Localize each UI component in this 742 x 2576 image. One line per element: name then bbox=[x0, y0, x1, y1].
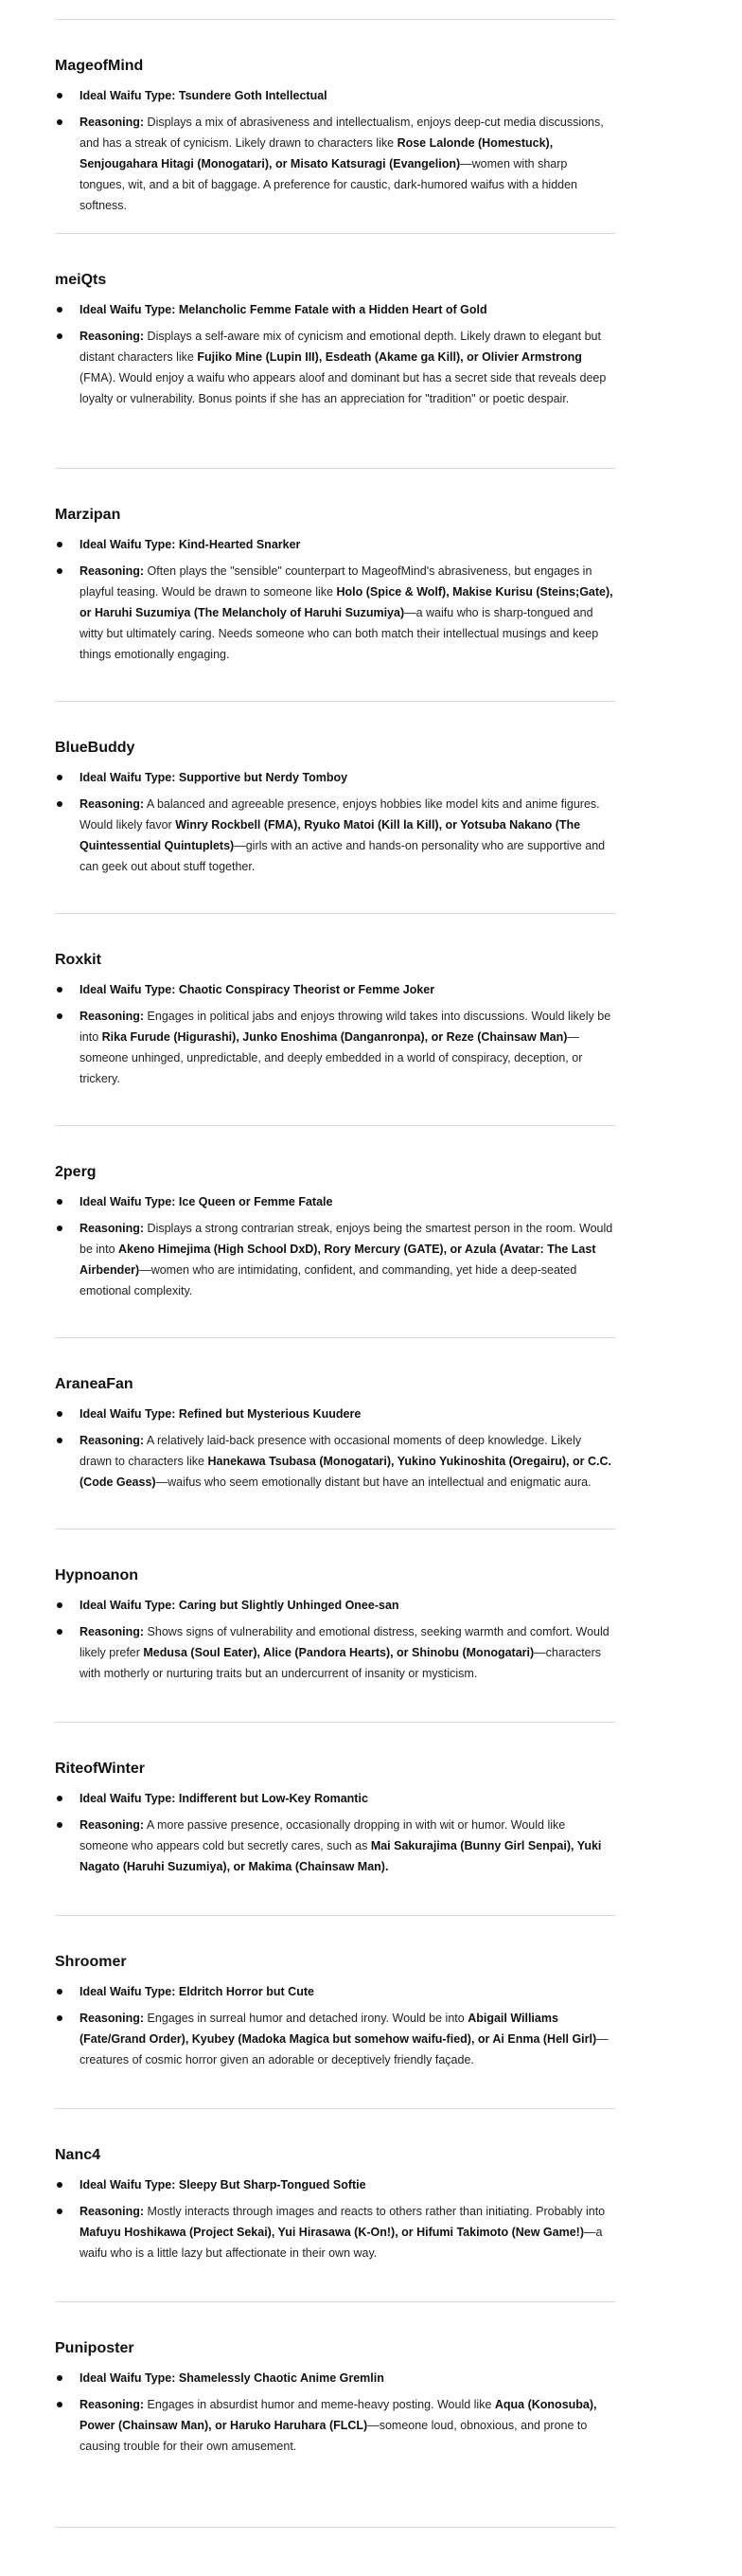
reasoning-item bbox=[80, 2201, 615, 2263]
type-label: Ideal Waifu Type: bbox=[80, 1195, 176, 1208]
type-label: Ideal Waifu Type: bbox=[80, 1792, 176, 1805]
waifu-type-item bbox=[80, 767, 615, 788]
waifu-type-item bbox=[80, 534, 615, 555]
type-label: Ideal Waifu Type: bbox=[80, 89, 176, 102]
reasoning-text: Displays a self-aware mix of cynicism and emotional depth. Likely drawn to elegant but distant characters like bbox=[80, 330, 601, 364]
reasoning-label: Reasoning: bbox=[80, 116, 145, 129]
character-examples: Aqua (Konosuba), Power (Chainsaw Man), or Haruko Haruhara (FLCL) bbox=[80, 2398, 597, 2432]
waifu-type-item bbox=[80, 2174, 615, 2195]
username-heading: Nanc4 bbox=[55, 2147, 101, 2163]
reasoning-text: Mostly interacts through images and reacts to others rather than initiating. Probably into bbox=[147, 2205, 606, 2218]
type-value: Shamelessly Chaotic Anime Gremlin bbox=[178, 2371, 384, 2385]
username-heading: 2perg bbox=[55, 1164, 97, 1180]
reasoning-text: —creatures of cosmic horror given an adorable or deceptively friendly façade. bbox=[80, 2032, 609, 2066]
reasoning-text: —girls with an active and hands-on personality who are supportive and can geek out about stuff together. bbox=[80, 839, 606, 873]
reasoning-label: Reasoning: bbox=[80, 797, 145, 811]
username-heading: Hypnoanon bbox=[55, 1567, 138, 1583]
reasoning-item bbox=[80, 1621, 615, 1684]
reasoning-text: A relatively laid-back presence with occasional moments of deep knowledge. Likely drawn to characters like bbox=[80, 1434, 582, 1468]
divider bbox=[55, 468, 615, 469]
reasoning-text: —women with sharp tongues, wit, and a bit of baggage. A preference for caustic, dark-humored waifus with a hidden softness. bbox=[80, 157, 578, 212]
waifu-type-item bbox=[80, 2368, 615, 2388]
reasoning-label: Reasoning: bbox=[80, 1222, 145, 1235]
username-heading: meiQts bbox=[55, 272, 107, 288]
reasoning-label: Reasoning: bbox=[80, 1434, 145, 1447]
username-heading: AraneaFan bbox=[55, 1376, 133, 1392]
character-examples: Holo (Spice & Wolf), Makise Kurisu (Steins;Gate), or Haruhi Suzumiya (The Melancholy of Haruhi Suzumiya) bbox=[80, 585, 613, 619]
reasoning-text: Often plays the "sensible" counterpart to MageofMind's abrasiveness, but engages in playful teasing. Would be drawn to someone like bbox=[80, 564, 592, 599]
reasoning-text: Displays a strong contrarian streak, enjoys being the smartest person in the room. Would be into bbox=[80, 1222, 613, 1256]
type-label: Ideal Waifu Type: bbox=[80, 2371, 176, 2385]
reasoning-item bbox=[80, 2394, 615, 2457]
reasoning-text: —someone loud, obnoxious, and prone to causing trouble for their own amusement. bbox=[80, 2419, 588, 2453]
divider bbox=[55, 1915, 615, 1916]
reasoning-item bbox=[80, 1006, 615, 1089]
waifu-type-item bbox=[80, 1595, 615, 1616]
reasoning-label: Reasoning: bbox=[80, 1818, 145, 1832]
reasoning-text: —someone unhinged, unpredictable, and deeply embedded in a world of conspiracy, deception, or trickery. bbox=[80, 1030, 583, 1085]
username-heading: MageofMind bbox=[55, 58, 144, 74]
reasoning-label: Reasoning: bbox=[80, 564, 145, 578]
reasoning-text: A more passive presence, occasionally dropping in with wit or humor. Would like someone who appears cold but secretly cares, such as bbox=[80, 1818, 566, 1852]
reasoning-label: Reasoning: bbox=[80, 2012, 145, 2025]
reasoning-text: —characters with motherly or nurturing traits but an undercurrent of insanity or mysticism. bbox=[80, 1646, 602, 1680]
username-heading: Shroomer bbox=[55, 1954, 127, 1970]
divider bbox=[55, 1529, 615, 1530]
reasoning-item bbox=[80, 1815, 615, 1877]
type-label: Ideal Waifu Type: bbox=[80, 1985, 176, 1998]
reasoning-text: —waifus who seem emotionally distant but have an intellectual and enigmatic aura. bbox=[155, 1476, 592, 1489]
waifu-type-item bbox=[80, 1191, 615, 1212]
character-examples: Mai Sakurajima (Bunny Girl Senpai), Yuki Nagato (Haruhi Suzumiya), or Makima (Chainsaw Man). bbox=[80, 1839, 602, 1873]
type-value: Kind-Hearted Snarker bbox=[178, 538, 301, 551]
character-examples: Hanekawa Tsubasa (Monogatari), Yukino Yukinoshita (Oregairu), or C.C. (Code Geass) bbox=[80, 1455, 611, 1489]
type-value: Sleepy But Sharp-Tongued Softie bbox=[178, 2178, 366, 2191]
divider bbox=[55, 1125, 615, 1126]
type-label: Ideal Waifu Type: bbox=[80, 303, 176, 316]
reasoning-item bbox=[80, 326, 615, 409]
type-value: Indifferent but Low-Key Romantic bbox=[178, 1792, 368, 1805]
reasoning-text: Engages in surreal humor and detached irony. Would be into bbox=[147, 2012, 468, 2025]
username-heading: Roxkit bbox=[55, 952, 101, 968]
type-value: Chaotic Conspiracy Theorist or Femme Joker bbox=[178, 983, 435, 996]
reasoning-text: Engages in absurdist humor and meme-heavy posting. Would like bbox=[147, 2398, 495, 2411]
reasoning-text: Displays a mix of abrasiveness and intellectualism, enjoys deep-cut media discussions, and has a streak of cynicism. Likely drawn to characters like bbox=[80, 116, 604, 150]
reasoning-item bbox=[80, 112, 615, 216]
type-label: Ideal Waifu Type: bbox=[80, 983, 176, 996]
character-examples: Rose Lalonde (Homestuck), Senjougahara Hitagi (Monogatari), or Misato Katsuragi (Evangelion) bbox=[80, 136, 554, 170]
reasoning-item bbox=[80, 1218, 615, 1301]
reasoning-label: Reasoning: bbox=[80, 2205, 145, 2218]
reasoning-label: Reasoning: bbox=[80, 1010, 145, 1023]
reasoning-text: (FMA). Would enjoy a waifu who appears aloof and dominant but has a secret side that reveals deep loyalty or vulnerability. Bonus points if she has an appreciation for "tradition" or poetic despair. bbox=[80, 371, 607, 405]
divider bbox=[55, 701, 615, 702]
reasoning-item bbox=[80, 1430, 615, 1493]
type-value: Ice Queen or Femme Fatale bbox=[178, 1195, 333, 1208]
waifu-type-item bbox=[80, 299, 615, 320]
divider bbox=[55, 2108, 615, 2109]
reasoning-label: Reasoning: bbox=[80, 330, 145, 343]
type-label: Ideal Waifu Type: bbox=[80, 2178, 176, 2191]
character-examples: Rika Furude (Higurashi), Junko Enoshima (Danganronpa), or Reze (Chainsaw Man) bbox=[101, 1030, 568, 1044]
reasoning-text: —women who are intimidating, confident, and commanding, yet hide a deep-seated emotional complexity. bbox=[80, 1263, 577, 1297]
type-value: Melancholic Femme Fatale with a Hidden Heart of Gold bbox=[178, 303, 487, 316]
username-heading: RiteofWinter bbox=[55, 1761, 145, 1777]
type-label: Ideal Waifu Type: bbox=[80, 1407, 176, 1421]
type-label: Ideal Waifu Type: bbox=[80, 538, 176, 551]
reasoning-text: —a waifu who is sharp-tongued and witty but ultimately caring. Needs someone who can both match their intellectual musings and keep things emotionally engaging. bbox=[80, 606, 599, 661]
divider bbox=[55, 913, 615, 914]
reasoning-label: Reasoning: bbox=[80, 1625, 145, 1638]
divider bbox=[55, 19, 615, 20]
reasoning-item bbox=[80, 561, 615, 665]
character-examples: Winry Rockbell (FMA), Ryuko Matoi (Kill la Kill), or Yotsuba Nakano (The Quintessential Quintuplets) bbox=[80, 818, 581, 852]
waifu-type-item bbox=[80, 1981, 615, 2002]
type-value: Caring but Slightly Unhinged Onee-san bbox=[178, 1599, 399, 1612]
character-examples: Akeno Himejima (High School DxD), Rory Mercury (GATE), or Azula (Avatar: The Last Airbender) bbox=[80, 1243, 596, 1277]
character-examples: Mafuyu Hoshikawa (Project Sekai), Yui Hirasawa (K-On!), or Hifumi Takimoto (New Game!) bbox=[80, 2226, 584, 2239]
username-heading: Marzipan bbox=[55, 507, 121, 523]
divider bbox=[55, 1337, 615, 1338]
reasoning-item bbox=[80, 794, 615, 877]
divider bbox=[55, 1722, 615, 1723]
waifu-type-item bbox=[80, 979, 615, 1000]
username-heading: Puniposter bbox=[55, 2340, 134, 2356]
type-value: Refined but Mysterious Kuudere bbox=[178, 1407, 362, 1421]
reasoning-label: Reasoning: bbox=[80, 2398, 145, 2411]
username-heading: BlueBuddy bbox=[55, 740, 135, 756]
character-examples: Abigail Williams (Fate/Grand Order), Kyubey (Madoka Magica but somehow waifu-fied), or Ai Enma (Hell Girl) bbox=[80, 2012, 597, 2046]
reasoning-text: Shows signs of vulnerability and emotional distress, seeking warmth and comfort. Would likely prefer bbox=[80, 1625, 610, 1659]
type-label: Ideal Waifu Type: bbox=[80, 771, 176, 784]
waifu-type-item bbox=[80, 85, 615, 106]
character-examples: Medusa (Soul Eater), Alice (Pandora Hearts), or Shinobu (Monogatari) bbox=[143, 1646, 535, 1659]
type-value: Tsundere Goth Intellectual bbox=[178, 89, 327, 102]
reasoning-item bbox=[80, 2008, 615, 2070]
waifu-type-item bbox=[80, 1788, 615, 1809]
waifu-type-item bbox=[80, 1404, 615, 1424]
reasoning-text: —a waifu who is a little lazy but affectionate in their own way. bbox=[80, 2226, 603, 2260]
reasoning-text: Engages in political jabs and enjoys throwing wild takes into discussions. Would likely be into bbox=[80, 1010, 611, 1044]
character-examples: Fujiko Mine (Lupin III), Esdeath (Akame ga Kill), or Olivier Armstrong bbox=[197, 350, 582, 364]
reasoning-text: A balanced and agreeable presence, enjoys hobbies like model kits and anime figures. Would likely favor bbox=[80, 797, 600, 832]
divider bbox=[55, 2301, 615, 2302]
type-label: Ideal Waifu Type: bbox=[80, 1599, 176, 1612]
divider bbox=[55, 233, 615, 234]
type-value: Supportive but Nerdy Tomboy bbox=[178, 771, 348, 784]
divider bbox=[55, 2527, 615, 2528]
type-value: Eldritch Horror but Cute bbox=[178, 1985, 314, 1998]
